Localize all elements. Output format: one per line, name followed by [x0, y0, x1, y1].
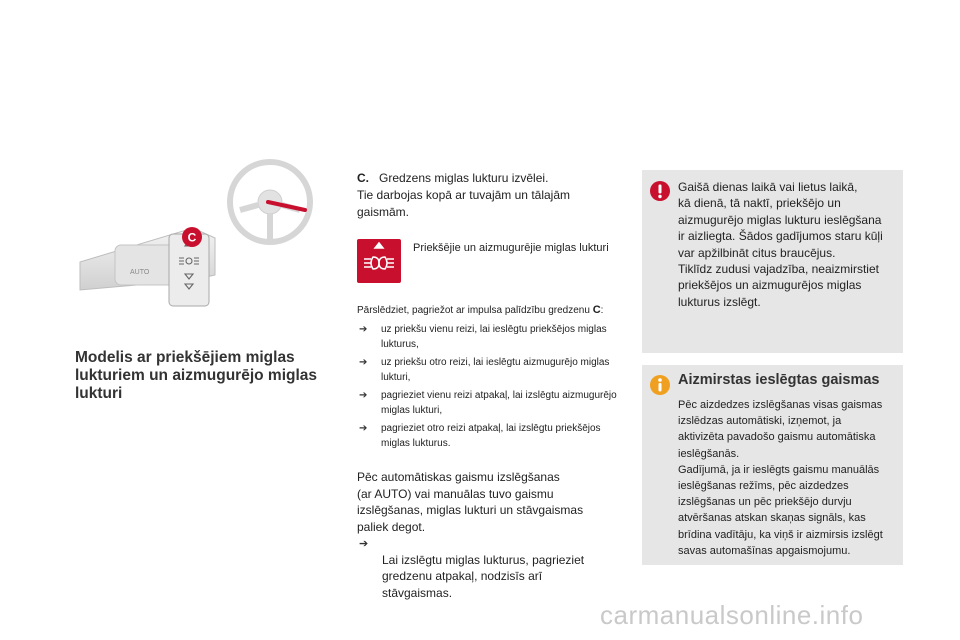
auto-off-step: ➔ Lai izslēgtu miglas lukturus, pagrieziet gredzenu atpakaļ, nodzisīs arī stāvgaismas. — [359, 538, 585, 600]
warning-box — [642, 170, 903, 353]
intro-text: Tie darbojas kopā ar tuvajām un tālajām gaismām. — [357, 188, 570, 219]
fog-lights-label: Priekšējie un aizmugurējie miglas lukturi — [413, 242, 609, 254]
main-column — [357, 170, 627, 601]
watermark: carmanualsonline.info — [600, 600, 864, 630]
switch-instruction-letter: C — [592, 304, 601, 316]
switch-instruction-text: Pārslēdziet, pagriežot ar impulsa palīdzību gredzenu — [357, 305, 590, 316]
section-heading: Modelis ar priekšējiem miglas lukturiem un aizmugurējo miglas lukturi — [75, 349, 318, 402]
arrow-bullet-icon: ➔ — [359, 324, 368, 335]
info-icon — [649, 374, 671, 396]
arrow-bullet-icon: ➔ — [359, 390, 368, 401]
list-item: ➔ pagrieziet otro reizi atpakaļ, lai izslēgtu priekšējos miglas lukturus. — [359, 423, 601, 449]
switch-steps-list — [357, 322, 627, 451]
arrow-bullet-icon: ➔ — [359, 357, 368, 368]
ring-c-letter: C. — [357, 171, 369, 185]
switch-instruction — [357, 303, 627, 318]
auto-off-text: Pēc automātiskas gaismu izslēgšanas (ar AUTO) vai manuālas tuvo gaismu izslēgšanas, miglas lukturi un stāvgaismas paliek degot. — [357, 470, 584, 534]
info-box — [642, 365, 903, 565]
list-item: ➔ uz priekšu vienu reizi, lai ieslēgtu priekšējos miglas lukturus, — [359, 324, 607, 350]
switch-instruction-colon: : — [600, 305, 604, 316]
arrow-bullet-icon: ➔ — [359, 538, 369, 550]
ring-c-title-text: Gredzens miglas lukturu izvēlei. — [379, 171, 549, 185]
fog-lights-icon — [357, 239, 401, 283]
info-title: Aizmirstas ieslēgtas gaismas — [678, 372, 880, 388]
list-item: ➔ pagrieziet vienu reizi atpakaļ, lai izslēgtu aizmugurējo miglas lukturi, — [359, 390, 617, 416]
ring-c-title — [357, 170, 627, 187]
auto-label: AUTO — [130, 269, 150, 276]
arrow-bullet-icon: ➔ — [359, 423, 368, 434]
fog-lights-row — [357, 239, 627, 291]
list-item: ➔ uz priekšu otro reizi, lai ieslēgtu aizmugurējo miglas lukturi, — [359, 357, 610, 383]
exclamation-icon — [649, 180, 671, 202]
callout-c-icon — [182, 227, 202, 247]
lighting-stalk-illustration — [75, 150, 337, 322]
svg-text:C: C — [187, 230, 197, 245]
info-text: Pēc aizdedzes izslēgšanas visas gaismas izslēdzas automātiski, izņemot, ja aktivizēta pavadošo gaismu automātiska ieslēgšanās. Gadījumā, ja ir ieslēgts gaismu manuālās ieslēgšanas režīms, pēc aizdedzes izslēgšanas un pēc priekšējo durvju atvēršanas atskan skaņas signāls, kas brīdina vadītāju, ka viņš ir aizmirsis izslēgt savas automašīnas apgaismojumu. — [678, 399, 883, 557]
warning-text: Gaišā dienas laikā vai lietus laikā, kā dienā, tā naktī, priekšējo un aizmugurējo miglas lukturu ieslēgšana ir aizliegta. Šādos gadījumos staru kūļi var apžilbināt citus braucējus. Tiklīdz zudusi vajadzība, neaizmirstiet priekšējos un aizmugurējos miglas lukturus izslēgt. — [678, 180, 883, 309]
